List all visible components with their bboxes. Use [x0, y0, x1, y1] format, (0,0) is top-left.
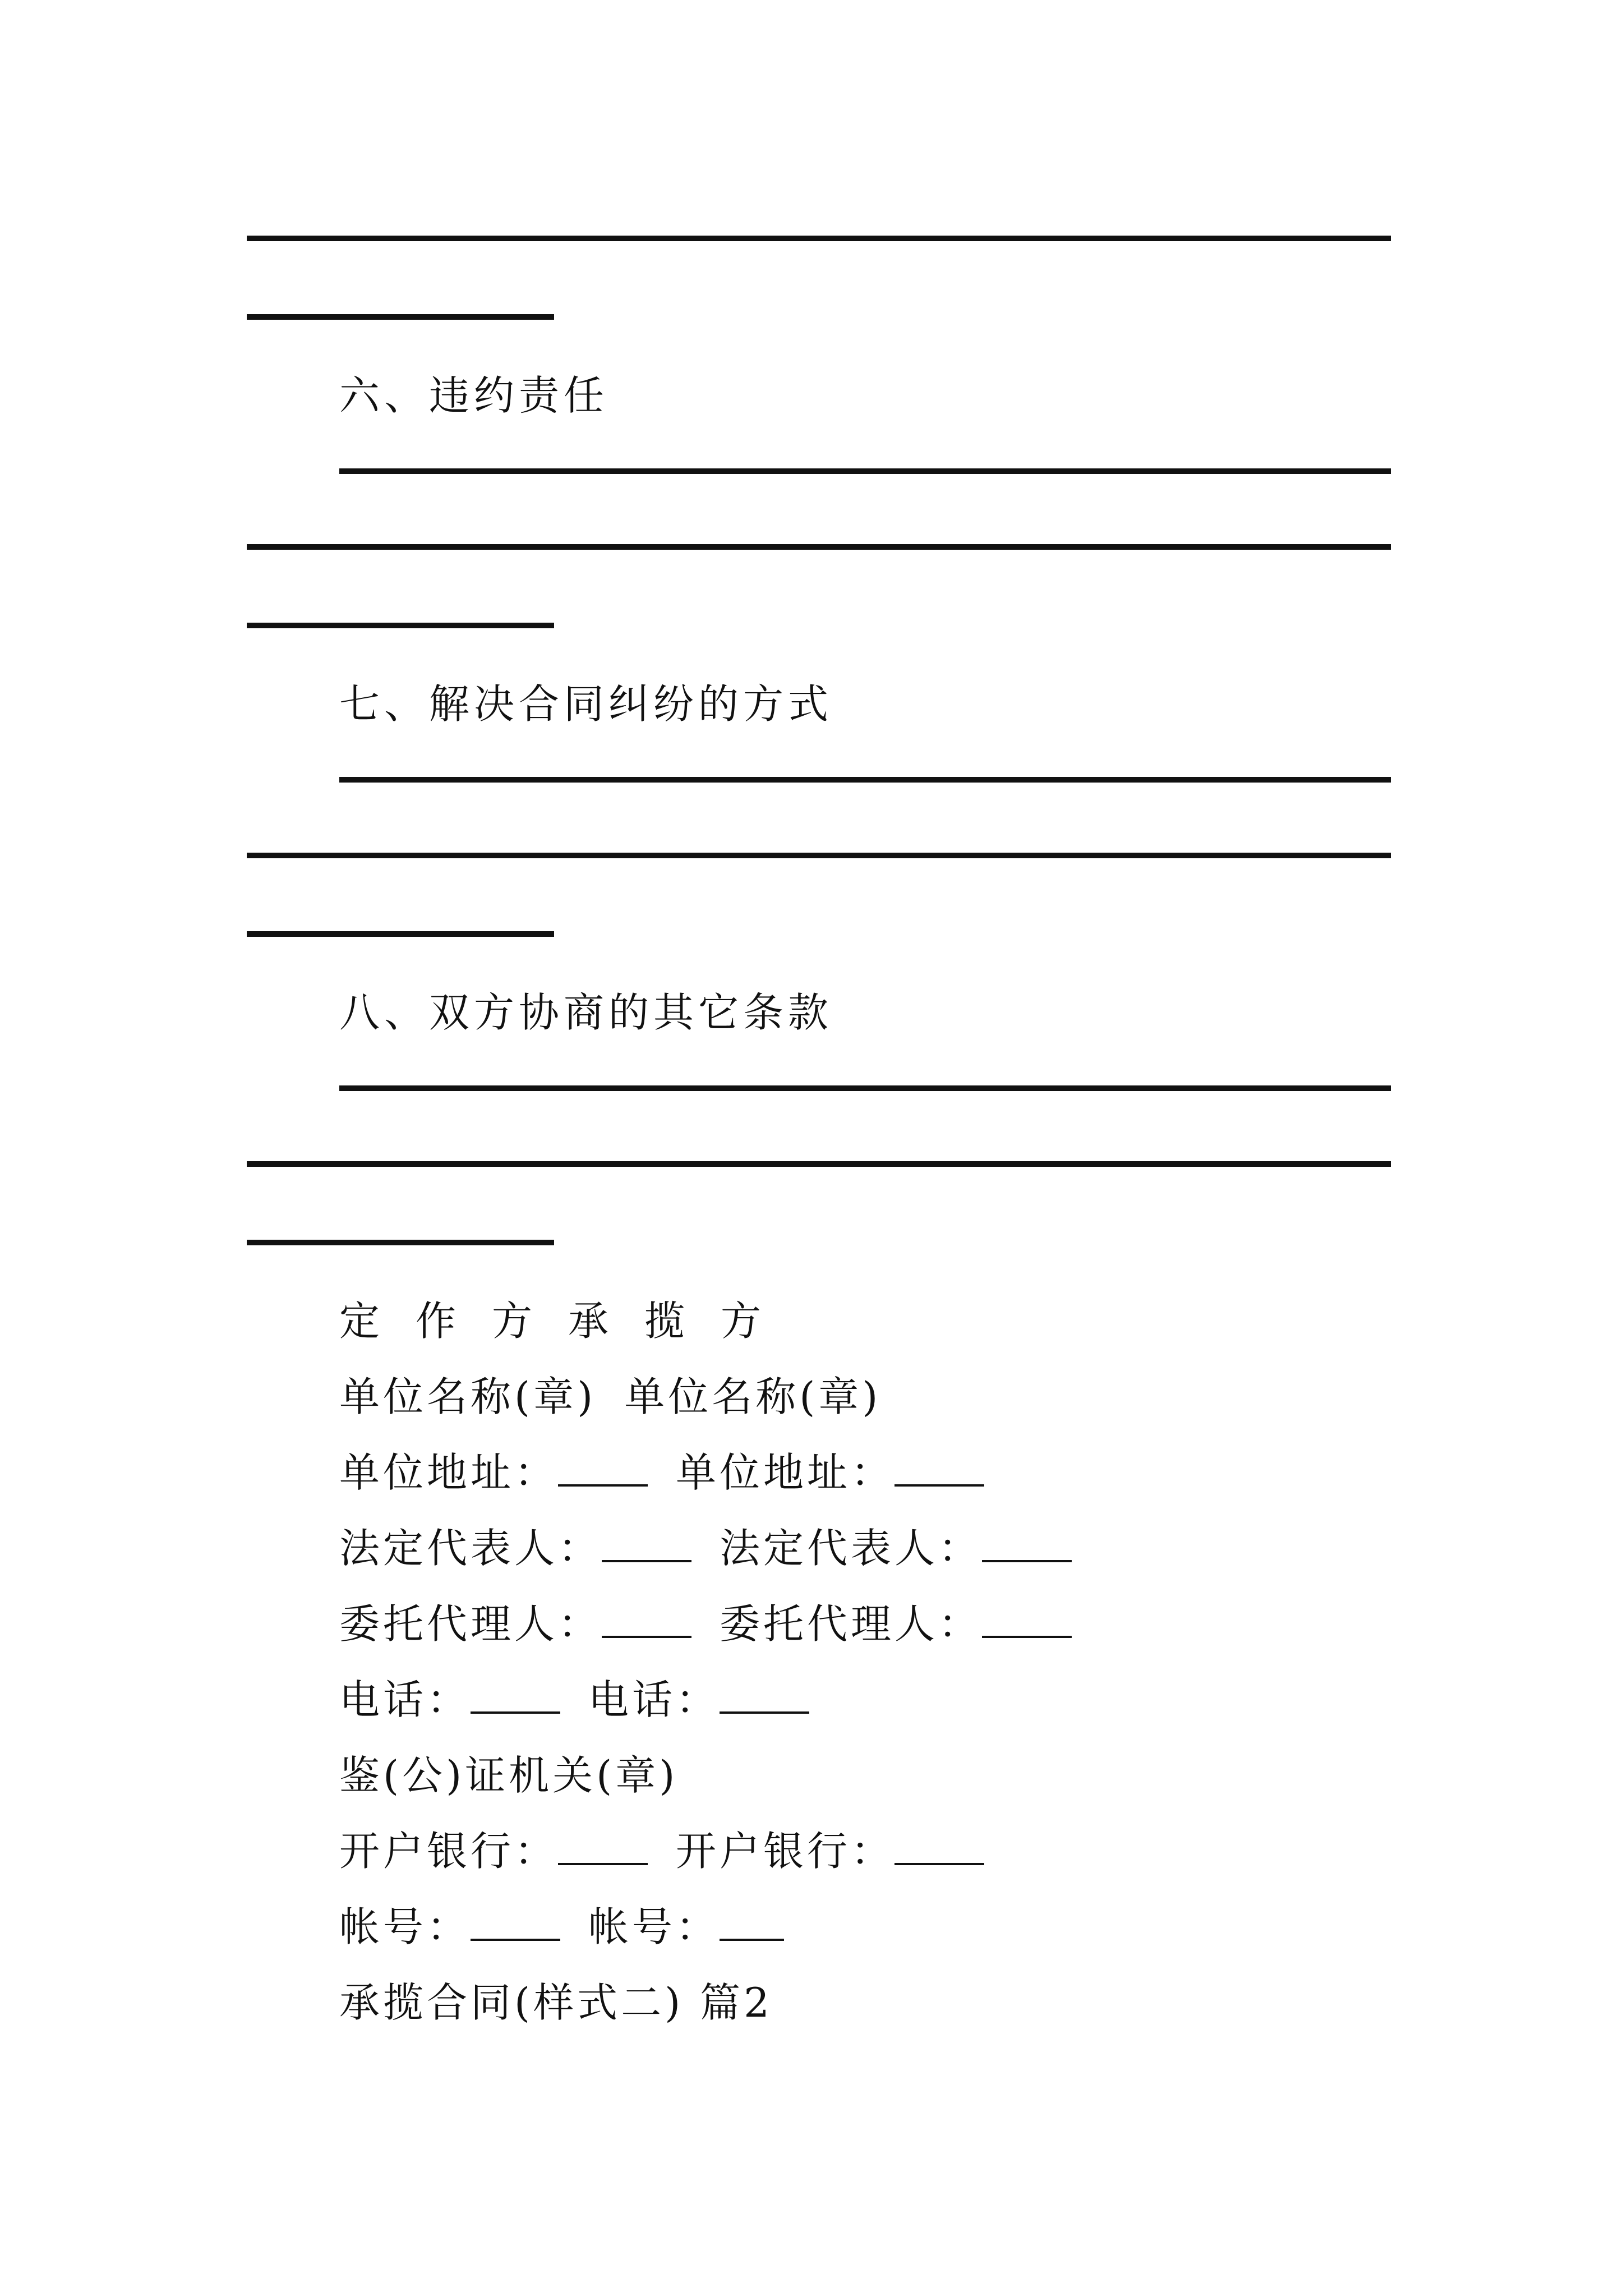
- fill-line: [247, 236, 1391, 241]
- agent-blank-right[interactable]: [982, 1599, 1072, 1638]
- bank-label: 开户银行：: [339, 1828, 559, 1875]
- phone-blank-right[interactable]: [720, 1675, 809, 1714]
- phone-label: 电话：: [339, 1676, 471, 1723]
- unit-address-label: 单位地址：: [676, 1449, 895, 1496]
- unit-address-blank-left[interactable]: [558, 1448, 648, 1487]
- agent-label: 委托代理人：: [720, 1600, 983, 1648]
- account-label: 帐号：: [339, 1903, 471, 1950]
- fill-line: [247, 853, 1391, 858]
- bank-label: 开户银行：: [676, 1828, 895, 1875]
- fill-line-indented: [339, 777, 1391, 783]
- signature-phone: [339, 1674, 809, 1725]
- fill-line-short: [247, 931, 554, 937]
- fill-line-short: [247, 623, 554, 628]
- signature-legal-rep: [339, 1523, 1072, 1573]
- unit-address-label: 单位地址：: [339, 1449, 559, 1496]
- unit-address-blank-right[interactable]: [895, 1448, 984, 1487]
- fill-line-short: [247, 314, 554, 320]
- signature-notary: 鉴(公)证机关(章): [339, 1752, 679, 1799]
- phone-label: 电话：: [588, 1676, 720, 1723]
- account-blank-right[interactable]: [720, 1902, 784, 1941]
- section-heading-8: 八、双方协商的其它条款: [339, 989, 833, 1036]
- bank-blank-left[interactable]: [558, 1826, 648, 1865]
- section-heading-7: 七、解决合同纠纷的方式: [339, 680, 833, 728]
- agent-label: 委托代理人：: [339, 1600, 602, 1648]
- fill-line: [247, 1161, 1391, 1167]
- account-label: 帐号：: [588, 1903, 720, 1950]
- account-blank-left[interactable]: [471, 1902, 560, 1941]
- legal-rep-blank-right[interactable]: [982, 1524, 1072, 1562]
- section-heading-6: 六、违约责任: [339, 372, 609, 419]
- fill-line-indented: [339, 468, 1391, 474]
- signature-unit-name: [339, 1372, 881, 1422]
- bank-blank-right[interactable]: [895, 1826, 984, 1865]
- unit-name-right: 单位名称(章): [624, 1373, 882, 1420]
- legal-rep-label: 法定代表人：: [720, 1525, 983, 1572]
- phone-blank-left[interactable]: [471, 1675, 560, 1714]
- signature-agent: [339, 1599, 1072, 1649]
- signature-bank: [339, 1826, 984, 1876]
- signature-account: [339, 1902, 784, 1952]
- next-contract-title: 承揽合同(样式二) 篇2: [339, 1979, 773, 2026]
- fill-line-indented: [339, 1085, 1391, 1091]
- fill-line-short: [247, 1240, 554, 1245]
- legal-rep-label: 法定代表人：: [339, 1525, 602, 1572]
- signature-parties: 定作方承揽方: [339, 1297, 797, 1345]
- agent-blank-left[interactable]: [602, 1599, 691, 1638]
- unit-name-left: 单位名称(章): [339, 1373, 597, 1420]
- legal-rep-blank-left[interactable]: [602, 1524, 691, 1562]
- fill-line: [247, 544, 1391, 550]
- signature-unit-address: [339, 1447, 984, 1498]
